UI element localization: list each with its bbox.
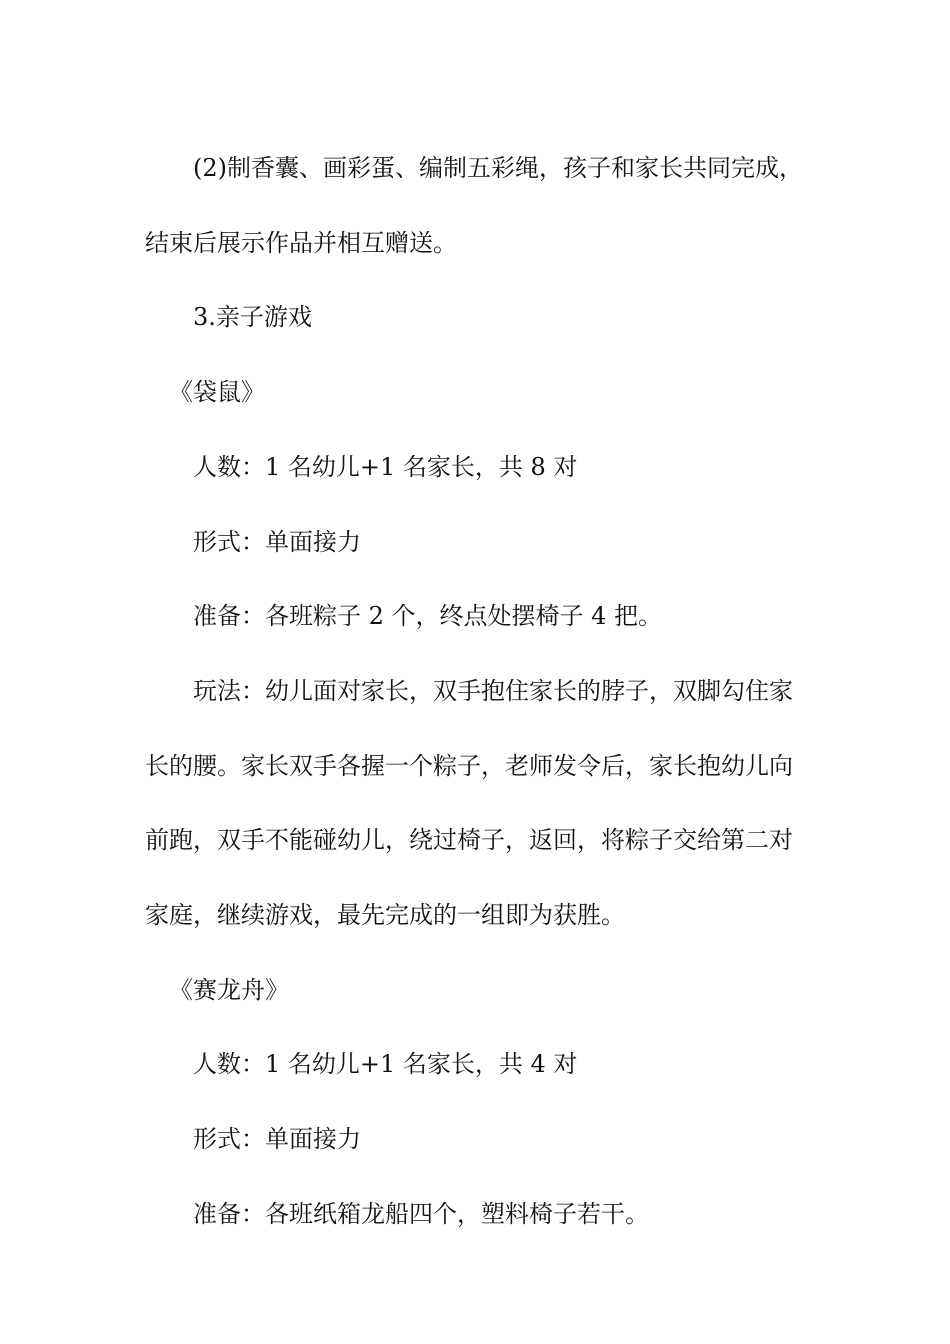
text-line: 人数：1 名幼儿+1 名家长，共 4 对 [193,1050,578,1079]
text-line: 长的腰。家长双手各握一个粽子，老师发令后，家长抱幼儿向 [145,751,793,780]
text-line: 人数：1 名幼儿+1 名家长，共 8 对 [193,452,578,481]
dragon-boat-participants [145,1027,815,1102]
text-line: 准备：各班粽子 2 个，终点处摆椅子 4 把。 [193,602,663,631]
text-line: 前跑，双手不能碰幼儿，绕过椅子，返回，将粽子交给第二对 [145,826,793,855]
kangaroo-preparation [145,579,815,654]
text-line: 形式：单面接力 [193,1125,361,1154]
text-line: 《袋鼠》 [169,378,265,407]
game-title-kangaroo [145,355,815,430]
document-body [145,131,815,1252]
kangaroo-participants [145,430,815,505]
text-line: 形式：单面接力 [193,527,361,556]
text-line: (2)制香囊、画彩蛋、编制五彩绳，孩子和家长共同完成， [193,154,803,182]
section-heading-parent-child-games [145,280,815,355]
text-line: 准备：各班纸箱龙船四个，塑料椅子若干。 [193,1199,649,1228]
text-line: 《赛龙舟》 [169,975,289,1004]
dragon-boat-format [145,1102,815,1177]
paragraph-craft-activity [145,131,815,280]
kangaroo-rules [145,654,815,953]
text-line: 结束后展示作品并相互赠送。 [145,228,457,257]
text-line: 玩法：幼儿面对家长，双手抱住家长的脖子，双脚勾住家 [193,676,793,705]
kangaroo-format [145,505,815,580]
text-line: 3.亲子游戏 [193,303,312,332]
text-line: 家庭，继续游戏，最先完成的一组即为获胜。 [145,901,625,930]
dragon-boat-preparation [145,1177,815,1252]
game-title-dragon-boat [145,953,815,1028]
